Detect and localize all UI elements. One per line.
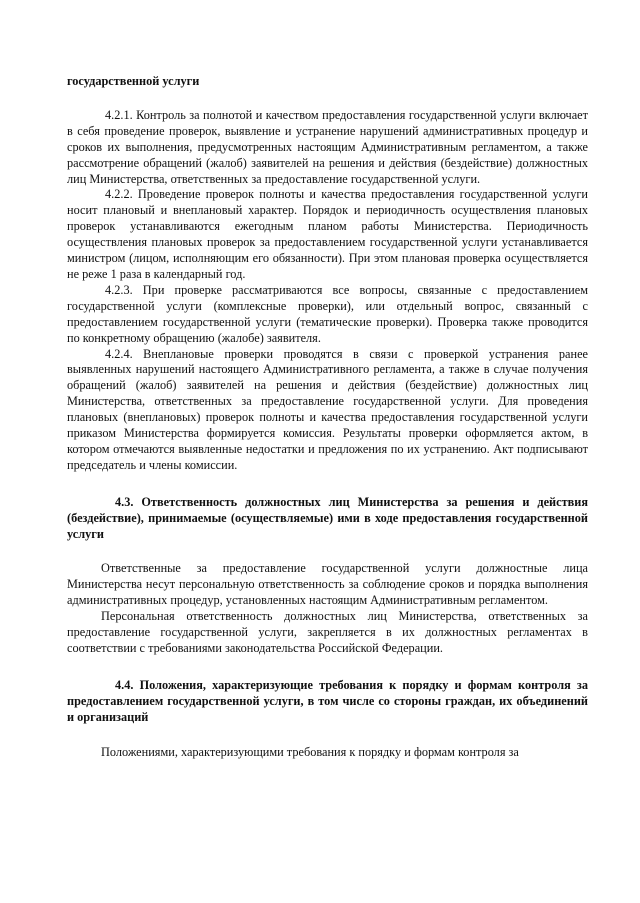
section-4-3 bbox=[67, 495, 588, 657]
section-4-2-paragraphs bbox=[67, 108, 588, 474]
paragraph-4-3-1: Ответственные за предоставление государственной услуги должностные лица Министерства несут персональную ответственность за соблюдение сроков и порядка выполнения административных процедур, установленных настоящим Административным регламентом. bbox=[67, 561, 588, 608]
paragraph-4-2-3: 4.2.3. При проверке рассматриваются все вопросы, связанные с предоставлением государственной услуги (комплексные проверки), или отдельный вопрос, связанный с предоставлением государственной услуги (тематические проверки). Проверка также проводится по конкретному обращению (жалобе) заявителя. bbox=[67, 282, 588, 345]
paragraph-4-2-1: 4.2.1. Контроль за полнотой и качеством предоставления государственной услуги включает в себя проведение проверок, выявление и устранение нарушений административных процедур и сроков их выполнения, предусмотренных настоящим Административным регламентом, а также рассмотрение обращений (жалоб) заявителей на решения и действия (бездействие) должностных лиц Министерства, ответственных за предоставление государственной услуги. bbox=[67, 107, 588, 186]
paragraph-4-4-1: Положениями, характеризующими требования к порядку и формам контроля за bbox=[101, 744, 519, 759]
paragraph-4-3-2: Персональная ответственность должностных лиц Министерства, ответственных за предоставление государственной услуги, закрепляется в их должностных регламентах в соответствии с требованиями законодательства Российской Федерации. bbox=[67, 609, 588, 655]
section-4-4 bbox=[67, 678, 588, 761]
section-4-3-heading: 4.3. Ответственность должностных лиц Министерства за решения и действия (бездействие), принимаемые (осуществляемые) ими в ходе предоставления государственной услуги bbox=[67, 494, 588, 541]
paragraph-4-2-4: 4.2.4. Внеплановые проверки проводятся в связи с проверкой устранения ранее выявленных нарушений настоящего Административного регламента, а также в случае получения обращений (жалоб) заявителей на решения и действия (бездействие) должностных лиц Министерства, ответственных за предоставление государственной услуги. Для проведения плановых (внеплановых) проверок полноты и качества предоставления государственной услуги приказом Министерства формируется комиссия. Результаты проверки оформляется актом, в котором отмечаются выявленные недостатки и предложения по их устранению. Акт подписывают председатель и члены комиссии. bbox=[67, 346, 588, 472]
section-4-4-heading: 4.4. Положения, характеризующие требования к порядку и формам контроля за предоставлением государственной услуги, в том числе со стороны граждан, их объединений и организаций bbox=[67, 677, 588, 724]
continuation-heading-line: государственной услуги bbox=[67, 74, 200, 88]
paragraph-4-2-2: 4.2.2. Проведение проверок полноты и качества предоставления государственной услуги носит плановый и внеплановый характер. Порядок и периодичность осуществления плановых проверок устанавливаются ежегодным планом работы Министерства. Периодичность осуществления плановых проверок за предоставлением государственной услуги устанавливается министром (лицом, исполняющим его обязанности). При этом плановая проверка осуществляется не реже 1 раза в календарный год. bbox=[67, 187, 588, 281]
